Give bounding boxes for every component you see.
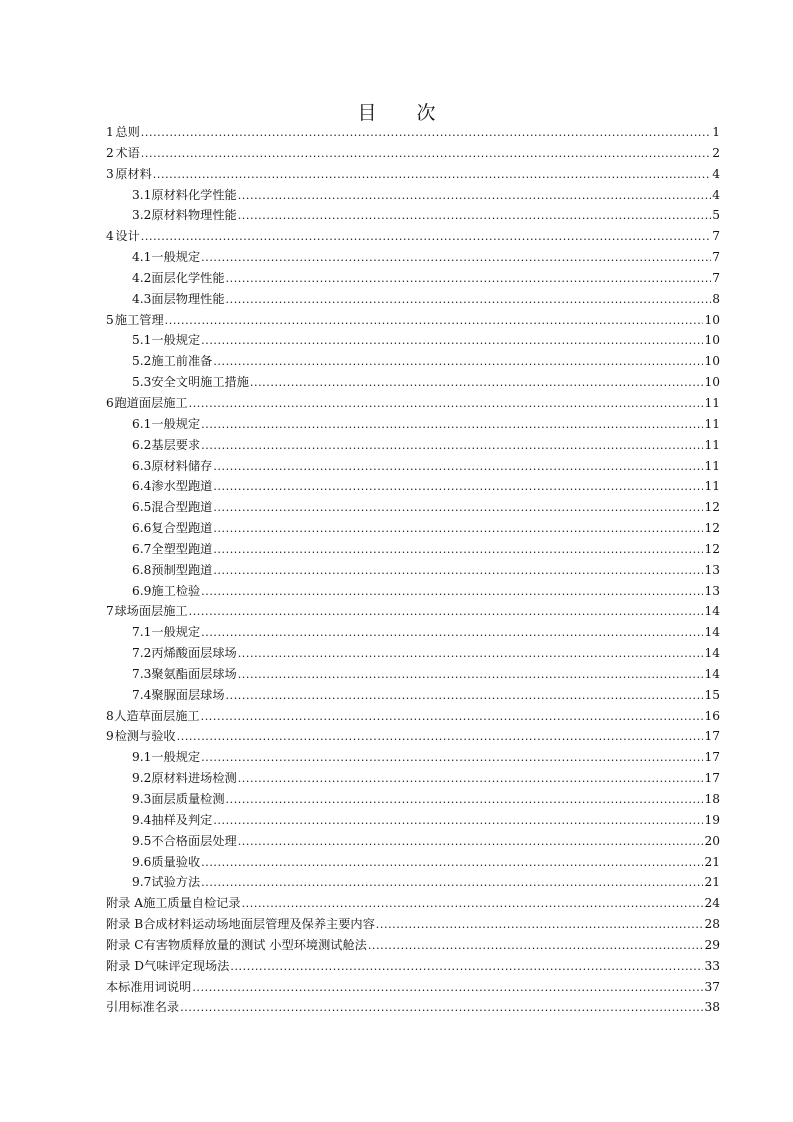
toc-entry-number: 9.5 — [132, 833, 152, 848]
toc-entry[interactable] — [106, 289, 720, 310]
toc-entry-title: 设计 — [115, 229, 140, 244]
toc-entry-number: 9.4 — [132, 812, 152, 827]
toc-entry-page-number: 7 — [712, 250, 720, 265]
dot-leader — [226, 268, 712, 290]
toc-entry-title: 原材料进场检测 — [151, 771, 237, 786]
toc-entry[interactable] — [106, 414, 720, 435]
toc-entry-number: 9.2 — [132, 771, 152, 786]
toc-entry-title: 施工检验 — [151, 583, 201, 598]
toc-entry-page-number: 11 — [704, 437, 720, 452]
toc-entry-title: 面层物理性能 — [151, 291, 225, 306]
toc-entry-page-number: 8 — [712, 291, 720, 306]
toc-entry-page-number: 38 — [704, 1000, 720, 1015]
dot-leader — [226, 289, 712, 311]
toc-entry-number: 3 — [106, 166, 114, 181]
toc-entry-number: 1 — [106, 125, 114, 139]
toc-entry-page-number: 10 — [704, 354, 720, 369]
toc-entry-number: 7.1 — [132, 625, 152, 640]
toc-entry-page-number: 10 — [704, 312, 720, 327]
toc-entry-title: 面层化学性能 — [151, 270, 225, 285]
toc-entry-page-number: 18 — [704, 792, 720, 806]
toc-entry[interactable] — [106, 664, 720, 685]
toc-entry-page-number: 11 — [704, 395, 720, 410]
toc-entry-page-number: 15 — [704, 687, 720, 702]
toc-entry[interactable] — [106, 497, 720, 518]
toc-entry-page-number: 14 — [704, 604, 720, 619]
toc-entry[interactable] — [106, 185, 720, 206]
toc-entry-page-number: 17 — [704, 771, 720, 786]
toc-entry-page-number: 14 — [704, 646, 720, 661]
dot-leader — [213, 518, 703, 540]
toc-entry-number: 5 — [106, 312, 114, 327]
toc-entry[interactable] — [106, 476, 720, 497]
toc-entry-page-number: 37 — [704, 979, 720, 994]
toc-entry-number: 5.1 — [132, 333, 152, 348]
toc-entry-title: 一般规定 — [151, 333, 201, 348]
toc-entry[interactable] — [106, 852, 720, 873]
dot-leader — [201, 581, 703, 603]
dot-leader — [189, 393, 704, 415]
toc-entry-page-number: 2 — [712, 145, 720, 160]
dot-leader — [180, 997, 703, 1019]
toc-entry[interactable] — [106, 622, 720, 643]
toc-entry-page-number: 13 — [704, 583, 720, 598]
dot-leader — [213, 560, 703, 582]
dot-leader — [238, 205, 712, 227]
dot-leader — [201, 872, 703, 894]
dot-leader — [201, 435, 703, 457]
toc-entry-page-number: 14 — [704, 625, 720, 640]
toc-entry-page-number: 4 — [712, 166, 720, 181]
page-title — [0, 98, 793, 125]
toc-entry-page-number: 11 — [704, 458, 720, 473]
dot-leader — [201, 414, 703, 436]
toc-entry-title: 引用标准名录 — [106, 1000, 180, 1015]
toc-entry-number: 3.1 — [132, 187, 152, 202]
toc-entry-number: 9.3 — [132, 792, 152, 806]
toc-entry[interactable] — [106, 143, 720, 164]
toc-entry[interactable] — [106, 330, 720, 351]
dot-leader — [238, 768, 704, 790]
toc-entry-number: 6.7 — [132, 541, 152, 556]
toc-entry-page-number: 20 — [704, 833, 720, 848]
toc-entry-number: 7.4 — [132, 687, 152, 702]
toc-entry-number: 9.7 — [132, 875, 152, 890]
toc-entry[interactable] — [106, 956, 720, 977]
toc-entry-title: 术语 — [115, 145, 140, 160]
toc-entry-number: 7.2 — [132, 646, 152, 661]
toc-entry-title: 施工质量自检记录 — [143, 896, 241, 911]
toc-entry[interactable] — [106, 872, 720, 893]
toc-entry-title: 检测与验收 — [114, 729, 176, 744]
toc-entry-number: 附录 B — [106, 917, 144, 932]
dot-leader — [189, 601, 704, 623]
toc-entry-number: 6.9 — [132, 583, 152, 598]
toc-entry-title: 施工管理 — [114, 312, 164, 327]
toc-entry-number: 9.1 — [132, 750, 152, 765]
toc-entry-title: 气味评定现场法 — [144, 958, 230, 973]
dot-leader — [213, 539, 703, 561]
dot-leader — [238, 664, 704, 686]
dot-leader — [201, 706, 704, 728]
toc-entry-title: 质量验收 — [151, 854, 201, 869]
toc-entry-number: 6.1 — [132, 416, 152, 431]
toc-entry-title: 基层要求 — [151, 437, 201, 452]
toc-entry[interactable] — [106, 456, 720, 477]
dot-leader — [165, 310, 704, 332]
dot-leader — [201, 622, 703, 644]
toc-entry-title: 人造草面层施工 — [114, 708, 200, 723]
toc-entry-number: 5.2 — [132, 354, 152, 369]
toc-entry-page-number: 1 — [712, 125, 720, 139]
toc-entry-page-number: 11 — [704, 416, 720, 431]
toc-entry-title: 不合格面层处理 — [151, 833, 237, 848]
toc-entry-title: 预制型跑道 — [151, 562, 213, 577]
toc-entry-title: 球场面层施工 — [114, 604, 188, 619]
toc-entry-page-number: 10 — [704, 333, 720, 348]
toc-entry[interactable] — [106, 997, 720, 1018]
toc-entry-title: 面层质量检测 — [151, 792, 225, 806]
dot-leader — [368, 935, 704, 957]
toc-entry[interactable] — [106, 226, 720, 247]
toc-entry-page-number: 7 — [712, 270, 720, 285]
toc-entry-title: 总则 — [115, 125, 140, 139]
toc-entry-page-number: 19 — [704, 812, 720, 827]
dot-leader — [213, 476, 703, 498]
toc-entry-page-number: 16 — [704, 708, 720, 723]
toc-entry-page-number: 10 — [704, 375, 720, 390]
toc-entry-number: 3.2 — [132, 208, 152, 223]
toc-entry-title: 混合型跑道 — [151, 500, 213, 515]
toc-entry-page-number: 11 — [704, 479, 720, 494]
toc-entry-number: 4.1 — [132, 250, 152, 265]
toc-entry-number: 6.8 — [132, 562, 152, 577]
toc-entry-page-number: 5 — [712, 208, 720, 223]
toc-entry[interactable] — [106, 726, 720, 747]
toc-entry-page-number: 17 — [704, 750, 720, 765]
toc-entry-page-number: 4 — [712, 187, 720, 202]
dot-leader — [376, 914, 704, 936]
toc-entry[interactable] — [106, 601, 720, 622]
toc-entry-title: 丙烯酸面层球场 — [151, 646, 237, 661]
toc-entry-number: 6.5 — [132, 500, 152, 515]
dot-leader — [230, 956, 703, 978]
toc-entry-title: 合成材料运动场地面层管理及保养主要内容 — [143, 917, 375, 932]
toc-entry-number: 6.2 — [132, 437, 152, 452]
toc-entry[interactable] — [106, 914, 720, 935]
dot-leader — [201, 852, 703, 874]
toc-entry-title: 一般规定 — [151, 625, 201, 640]
dot-leader — [141, 143, 711, 165]
dot-leader — [213, 351, 703, 373]
title-char-right: 次 — [416, 102, 436, 124]
toc-entry-number: 4.2 — [132, 270, 152, 285]
toc-entry[interactable] — [106, 977, 720, 998]
toc-entry-page-number: 33 — [704, 958, 720, 973]
toc-entry[interactable] — [106, 893, 720, 914]
toc-entry-number: 附录 C — [106, 937, 144, 952]
toc-entry[interactable] — [106, 810, 720, 831]
toc-entry-page-number: 7 — [712, 229, 720, 244]
dot-leader — [238, 643, 704, 665]
toc-entry-title: 有害物质释放量的测试 小型环境测试舱法 — [143, 937, 367, 952]
toc-entry-page-number: 12 — [704, 521, 720, 536]
toc-entry[interactable] — [106, 581, 720, 602]
toc-entry-title: 跑道面层施工 — [114, 395, 188, 410]
toc-entry[interactable] — [106, 747, 720, 768]
toc-entry-title: 全塑型跑道 — [151, 541, 213, 556]
toc-entry[interactable] — [106, 789, 720, 810]
toc-entry-title: 原材料储存 — [151, 458, 213, 473]
dot-leader — [213, 456, 703, 478]
dot-leader — [238, 185, 712, 207]
toc-entry-title: 复合型跑道 — [151, 521, 213, 536]
dot-leader — [242, 893, 704, 915]
toc-entry-title: 原材料化学性能 — [151, 187, 237, 202]
toc-entry-page-number: 12 — [704, 500, 720, 515]
toc-entry-title: 抽样及判定 — [151, 812, 213, 827]
dot-leader — [213, 497, 703, 519]
toc-entry-page-number: 21 — [704, 854, 720, 869]
toc-entry[interactable] — [106, 539, 720, 560]
toc-entry-number: 6.3 — [132, 458, 152, 473]
toc-entry-title: 聚氨酯面层球场 — [151, 666, 237, 681]
toc-entry-page-number: 12 — [704, 541, 720, 556]
dot-leader — [226, 789, 704, 811]
toc-entry-number: 附录 A — [106, 896, 144, 911]
dot-leader — [213, 810, 703, 832]
toc-entry-number: 4 — [106, 229, 114, 244]
toc-entry[interactable] — [106, 768, 720, 789]
toc-entry-number: 8 — [106, 708, 114, 723]
toc-entry-page-number: 14 — [704, 666, 720, 681]
dot-leader — [201, 330, 703, 352]
toc-entry-title: 本标准用词说明 — [106, 979, 192, 994]
toc-entry[interactable] — [106, 310, 720, 331]
toc-entry[interactable] — [106, 685, 720, 706]
toc-entry-page-number: 24 — [704, 896, 720, 911]
dot-leader — [201, 747, 703, 769]
table-of-contents — [106, 122, 720, 1018]
toc-entry[interactable] — [106, 372, 720, 393]
toc-entry-number: 6.6 — [132, 521, 152, 536]
toc-entry-number: 5.3 — [132, 375, 152, 390]
toc-entry[interactable] — [106, 831, 720, 852]
dot-leader — [238, 831, 704, 853]
toc-entry-number: 7 — [106, 604, 114, 619]
toc-entry[interactable] — [106, 247, 720, 268]
dot-leader — [177, 726, 704, 748]
dot-leader — [153, 164, 711, 186]
toc-entry[interactable] — [106, 643, 720, 664]
toc-entry-page-number: 21 — [704, 875, 720, 890]
toc-entry-page-number: 13 — [704, 562, 720, 577]
toc-entry[interactable] — [106, 351, 720, 372]
toc-entry-page-number: 29 — [704, 937, 720, 952]
toc-entry[interactable] — [106, 205, 720, 226]
dot-leader — [141, 226, 711, 248]
toc-entry-title: 施工前准备 — [151, 354, 213, 369]
toc-entry-page-number: 28 — [704, 917, 720, 932]
dot-leader — [192, 977, 703, 999]
dot-leader — [226, 685, 704, 707]
toc-entry-title: 原材料物理性能 — [151, 208, 237, 223]
toc-entry-number: 4.3 — [132, 291, 152, 306]
toc-entry-title: 一般规定 — [151, 416, 201, 431]
toc-entry[interactable] — [106, 518, 720, 539]
toc-entry[interactable] — [106, 435, 720, 456]
toc-entry[interactable] — [106, 122, 720, 143]
title-char-left: 目 — [357, 102, 377, 124]
toc-entry-title: 一般规定 — [151, 250, 201, 265]
toc-entry-title: 安全文明施工措施 — [151, 375, 249, 390]
toc-entry-title: 渗水型跑道 — [151, 479, 213, 494]
toc-entry-number: 7.3 — [132, 666, 152, 681]
toc-entry-number: 2 — [106, 145, 114, 160]
toc-entry-number: 9.6 — [132, 854, 152, 869]
dot-leader — [250, 372, 704, 394]
toc-entry-page-number: 17 — [704, 729, 720, 744]
dot-leader — [141, 122, 711, 144]
toc-entry-title: 聚脲面层球场 — [151, 687, 225, 702]
toc-entry-number: 附录 D — [106, 958, 145, 973]
dot-leader — [201, 247, 711, 269]
toc-entry-title: 原材料 — [115, 166, 152, 181]
toc-entry[interactable] — [106, 164, 720, 185]
toc-entry[interactable] — [106, 706, 720, 727]
toc-entry[interactable] — [106, 393, 720, 414]
toc-entry[interactable] — [106, 935, 720, 956]
toc-entry-number: 9 — [106, 729, 114, 744]
toc-entry-number: 6.4 — [132, 479, 152, 494]
toc-entry-title: 一般规定 — [151, 750, 201, 765]
toc-entry[interactable] — [106, 560, 720, 581]
toc-entry[interactable] — [106, 268, 720, 289]
toc-entry-title: 试验方法 — [151, 875, 201, 890]
toc-entry-number: 6 — [106, 395, 114, 410]
